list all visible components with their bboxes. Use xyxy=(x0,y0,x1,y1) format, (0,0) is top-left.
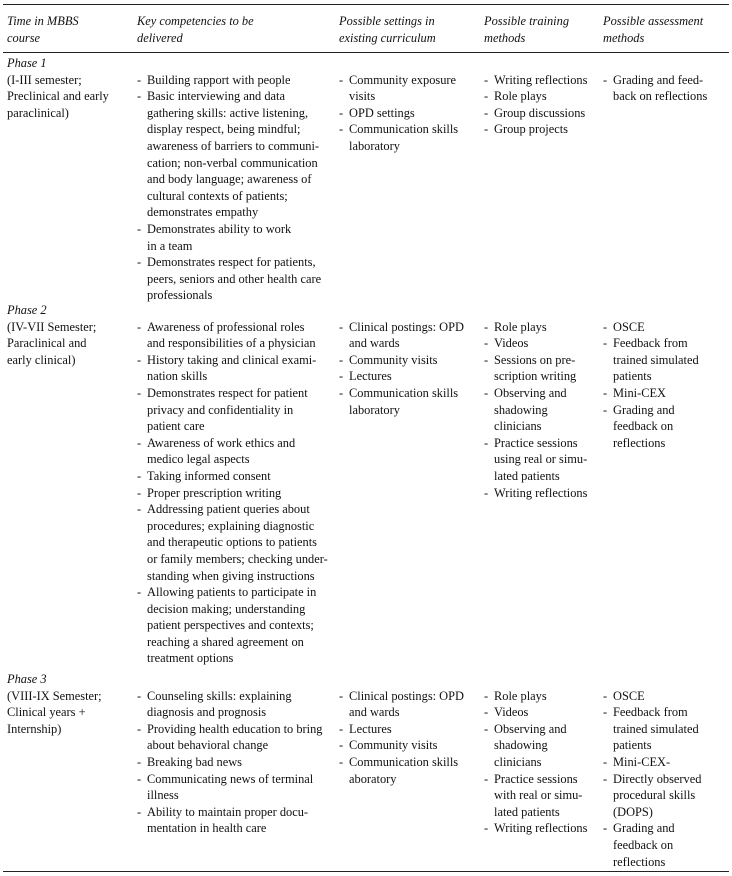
settings-list xyxy=(339,319,464,419)
assessment-methods-list xyxy=(603,319,699,452)
competencies-list xyxy=(137,688,323,837)
list-item-line: Grading and feed- xyxy=(613,72,704,87)
list-item xyxy=(603,335,699,385)
list-item xyxy=(603,402,699,452)
training-methods-list xyxy=(484,688,587,837)
column-header-line: Possible settings in xyxy=(339,14,435,28)
list-item-line: with real or simu- xyxy=(494,788,583,803)
assessment-methods-list xyxy=(603,688,701,871)
dash-bullet: - xyxy=(137,771,142,786)
dash-bullet: - xyxy=(603,821,608,836)
list-item-line: Demonstrates respect for patient xyxy=(147,385,308,400)
list-item-line: standing when giving instructions xyxy=(147,568,315,583)
dash-bullet: - xyxy=(137,585,142,600)
settings-list xyxy=(339,688,464,788)
dash-bullet: - xyxy=(484,771,489,786)
list-item xyxy=(137,352,328,385)
list-item xyxy=(137,485,328,502)
dash-bullet: - xyxy=(339,385,344,400)
list-item-line: cultural contexts of patients; xyxy=(147,188,288,203)
list-item xyxy=(603,754,701,771)
list-item-line: and body language; awareness of xyxy=(147,172,312,187)
phase-time-line: paraclinical) xyxy=(7,105,69,120)
list-item-line: Feedback from xyxy=(613,705,688,720)
dash-bullet: - xyxy=(484,122,489,137)
list-item-line: Community visits xyxy=(349,352,438,367)
list-item-line: Providing health education to bring xyxy=(147,721,323,736)
list-item-line: OSCE xyxy=(613,688,645,703)
dash-bullet: - xyxy=(137,435,142,450)
dash-bullet: - xyxy=(484,385,489,400)
list-item-line: (DOPS) xyxy=(613,804,653,819)
dash-bullet: - xyxy=(339,754,344,769)
list-item-line: Addressing patient queries about xyxy=(147,502,310,517)
list-item xyxy=(484,121,587,138)
list-item xyxy=(603,704,701,754)
list-item xyxy=(484,435,587,485)
phase-time-line: (IV-VII Semester; xyxy=(7,319,97,334)
list-item-line: clinicians xyxy=(494,419,542,434)
dash-bullet: - xyxy=(339,352,344,367)
list-item xyxy=(339,754,464,787)
list-item-line: patient perspectives and contexts; xyxy=(147,618,314,633)
list-item-line: Clinical postings: OPD xyxy=(349,688,464,703)
list-item-line: scription writing xyxy=(494,369,577,384)
list-item-line: reflections xyxy=(613,435,666,450)
dash-bullet: - xyxy=(137,754,142,769)
list-item-line: Observing and xyxy=(494,721,567,736)
list-item-line: Demonstrates respect for patients, xyxy=(147,255,316,270)
list-item xyxy=(484,319,587,336)
list-item-line: aboratory xyxy=(349,771,397,786)
dash-bullet: - xyxy=(137,255,142,270)
phase-time-line: Clinical years + xyxy=(7,705,86,720)
column-header-line: methods xyxy=(484,30,526,45)
phase-title: Phase 2 xyxy=(7,303,47,317)
dash-bullet: - xyxy=(484,435,489,450)
dash-bullet: - xyxy=(137,502,142,517)
list-item-line: in a team xyxy=(147,238,193,253)
dash-bullet: - xyxy=(484,72,489,87)
dash-bullet: - xyxy=(603,705,608,720)
phase-time-description xyxy=(7,688,102,738)
dash-bullet: - xyxy=(339,319,344,334)
phase-time-line: Paraclinical and xyxy=(7,336,87,351)
list-item-line: Breaking bad news xyxy=(147,754,242,769)
list-item-line: Counseling skills: explaining xyxy=(147,688,292,703)
list-item xyxy=(339,121,458,154)
list-item-line: shadowing xyxy=(494,402,548,417)
header-bottom-rule xyxy=(3,52,729,53)
list-item-line: Feedback from xyxy=(613,336,688,351)
list-item xyxy=(339,319,464,352)
column-header-line: course xyxy=(7,30,41,45)
list-item xyxy=(137,721,323,754)
list-item xyxy=(339,688,464,721)
list-item-line: Lectures xyxy=(349,721,392,736)
list-item-line: Role plays xyxy=(494,89,547,104)
list-item-line: lated patients xyxy=(494,804,560,819)
list-item-line: clinicians xyxy=(494,754,542,769)
list-item-line: using real or simu- xyxy=(494,452,588,467)
list-item-line: patient care xyxy=(147,419,205,434)
list-item-line: Community exposure xyxy=(349,72,457,87)
dash-bullet: - xyxy=(603,72,608,87)
list-item xyxy=(603,319,699,336)
list-item-line: Ability to maintain proper docu- xyxy=(147,804,309,819)
dash-bullet: - xyxy=(137,319,142,334)
list-item-line: trained simulated xyxy=(613,352,699,367)
phase-time-line: early clinical) xyxy=(7,352,76,367)
dash-bullet: - xyxy=(603,754,608,769)
list-item-line: Group discussions xyxy=(494,105,586,120)
list-item xyxy=(137,319,328,352)
list-item-line: Basic interviewing and data xyxy=(147,89,285,104)
list-item-line: Mini-CEX xyxy=(613,385,667,400)
dash-bullet: - xyxy=(137,721,142,736)
phase-time-line: (VIII-IX Semester; xyxy=(7,688,102,703)
dash-bullet: - xyxy=(339,122,344,137)
list-item xyxy=(603,820,701,870)
column-header-line: Possible assessment xyxy=(603,14,704,28)
column-header-line: Possible training xyxy=(484,14,570,28)
list-item xyxy=(137,771,323,804)
column-header xyxy=(339,13,436,46)
list-item-line: Videos xyxy=(494,336,529,351)
list-item-line: reflections xyxy=(613,854,666,869)
list-item xyxy=(484,385,587,435)
list-item-line: Grading and xyxy=(613,821,675,836)
list-item-line: Sessions on pre- xyxy=(494,352,576,367)
list-item-line: Directly observed xyxy=(613,771,702,786)
list-item xyxy=(484,88,587,105)
dash-bullet: - xyxy=(603,336,608,351)
list-item-line: Communication skills xyxy=(349,754,459,769)
list-item-line: Writing reflections xyxy=(494,821,588,836)
list-item-line: Communication skills xyxy=(349,122,459,137)
list-item-line: procedural skills xyxy=(613,788,696,803)
dash-bullet: - xyxy=(484,688,489,703)
list-item xyxy=(339,105,458,122)
list-item xyxy=(603,688,701,705)
list-item xyxy=(339,352,464,369)
list-item-line: Lectures xyxy=(349,369,392,384)
list-item xyxy=(137,468,328,485)
list-item-line: nation skills xyxy=(147,369,208,384)
list-item-line: Videos xyxy=(494,705,529,720)
column-header xyxy=(603,13,703,46)
list-item-line: diagnosis and prognosis xyxy=(147,705,267,720)
list-item xyxy=(137,584,328,667)
dash-bullet: - xyxy=(603,319,608,334)
list-item xyxy=(339,721,464,738)
list-item-line: gathering skills: active listening, xyxy=(147,105,309,120)
list-item-line: demonstrates empathy xyxy=(147,205,259,220)
list-item xyxy=(484,485,587,502)
list-item-line: Awareness of work ethics and xyxy=(147,435,296,450)
list-item xyxy=(484,352,587,385)
phase-time-line: Preclinical and early xyxy=(7,89,109,104)
dash-bullet: - xyxy=(484,705,489,720)
list-item-line: and wards xyxy=(349,705,400,720)
list-item-line: procedures; explaining diagnostic xyxy=(147,518,315,533)
list-item xyxy=(603,771,701,821)
list-item-line: Communicating news of terminal xyxy=(147,771,314,786)
list-item-line: treatment options xyxy=(147,651,234,666)
list-item-line: Group projects xyxy=(494,122,568,137)
dash-bullet: - xyxy=(339,105,344,120)
list-item xyxy=(137,754,323,771)
list-item xyxy=(137,435,328,468)
list-item xyxy=(484,721,587,771)
list-item-line: back on reflections xyxy=(613,89,708,104)
list-item-line: laboratory xyxy=(349,402,400,417)
list-item xyxy=(339,368,464,385)
dash-bullet: - xyxy=(484,721,489,736)
dash-bullet: - xyxy=(484,336,489,351)
column-header-line: Key competencies to be xyxy=(137,14,254,28)
list-item xyxy=(484,704,587,721)
list-item-line: illness xyxy=(147,788,179,803)
dash-bullet: - xyxy=(484,352,489,367)
list-item-line: OSCE xyxy=(613,319,645,334)
list-item-line: reaching a shared agreement on xyxy=(147,634,304,649)
phase-title: Phase 1 xyxy=(7,56,47,70)
list-item-line: peers, seniors and other health care xyxy=(147,271,322,286)
list-item-line: awareness of barriers to communi- xyxy=(147,138,320,153)
dash-bullet: - xyxy=(137,485,142,500)
phase-time-line: Internship) xyxy=(7,721,62,736)
dash-bullet: - xyxy=(484,485,489,500)
list-item xyxy=(137,501,328,584)
list-item-line: and responsibilities of a physician xyxy=(147,336,316,351)
dash-bullet: - xyxy=(603,771,608,786)
dash-bullet: - xyxy=(484,821,489,836)
list-item xyxy=(603,385,699,402)
list-item-line: patients xyxy=(613,369,652,384)
list-item-line: or family members; checking under- xyxy=(147,551,328,566)
list-item xyxy=(137,254,321,304)
list-item-line: and wards xyxy=(349,336,400,351)
dash-bullet: - xyxy=(339,72,344,87)
list-item-line: medico legal aspects xyxy=(147,452,250,467)
list-item-line: Allowing patients to participate in xyxy=(147,585,317,600)
dash-bullet: - xyxy=(137,804,142,819)
dash-bullet: - xyxy=(137,385,142,400)
list-item-line: Practice sessions xyxy=(494,435,578,450)
list-item xyxy=(137,88,321,221)
list-item-line: decision making; understanding xyxy=(147,601,306,616)
list-item xyxy=(339,385,464,418)
column-header-line: Time in MBBS xyxy=(7,14,79,28)
phase-time-description xyxy=(7,319,96,369)
list-item-line: Writing reflections xyxy=(494,72,588,87)
list-item xyxy=(484,820,587,837)
list-item-line: Community visits xyxy=(349,738,438,753)
list-item-line: Communication skills xyxy=(349,385,459,400)
list-item-line: Taking informed consent xyxy=(147,468,271,483)
list-item-line: patients xyxy=(613,738,652,753)
list-item-line: Role plays xyxy=(494,688,547,703)
column-header-line: methods xyxy=(603,30,645,45)
settings-list xyxy=(339,72,458,155)
list-item-line: Demonstrates ability to work xyxy=(147,221,292,236)
list-item-line: display respect, being mindful; xyxy=(147,122,301,137)
list-item xyxy=(484,72,587,89)
column-header xyxy=(137,13,254,46)
phase-title: Phase 3 xyxy=(7,672,47,686)
list-item xyxy=(484,688,587,705)
list-item xyxy=(137,804,323,837)
dash-bullet: - xyxy=(137,352,142,367)
list-item-line: Awareness of professional roles xyxy=(147,319,305,334)
dash-bullet: - xyxy=(339,721,344,736)
list-item xyxy=(137,221,321,254)
list-item xyxy=(137,688,323,721)
list-item-line: feedback on xyxy=(613,837,674,852)
competencies-list xyxy=(137,319,328,667)
dash-bullet: - xyxy=(137,468,142,483)
list-item-line: laboratory xyxy=(349,138,400,153)
dash-bullet: - xyxy=(603,385,608,400)
list-item-line: mentation in health care xyxy=(147,821,267,836)
list-item-line: feedback on xyxy=(613,419,674,434)
dash-bullet: - xyxy=(137,72,142,87)
list-item-line: Writing reflections xyxy=(494,485,588,500)
dash-bullet: - xyxy=(339,688,344,703)
list-item xyxy=(339,737,464,754)
dash-bullet: - xyxy=(484,105,489,120)
list-item xyxy=(484,105,587,122)
list-item xyxy=(137,385,328,435)
list-item-line: cation; non-verbal communication xyxy=(147,155,318,170)
column-header-line: existing curriculum xyxy=(339,30,436,45)
list-item-line: Grading and xyxy=(613,402,675,417)
competencies-list xyxy=(137,72,321,304)
dash-bullet: - xyxy=(603,402,608,417)
training-methods-list xyxy=(484,72,587,138)
list-item-line: about behavioral change xyxy=(147,738,269,753)
list-item-line: Practice sessions xyxy=(494,771,578,786)
list-item-line: trained simulated xyxy=(613,721,699,736)
list-item-line: Observing and xyxy=(494,385,567,400)
dash-bullet: - xyxy=(339,369,344,384)
list-item xyxy=(339,72,458,105)
list-item xyxy=(137,72,321,89)
dash-bullet: - xyxy=(484,319,489,334)
list-item xyxy=(603,72,707,105)
list-item-line: shadowing xyxy=(494,738,548,753)
dash-bullet: - xyxy=(137,688,142,703)
dash-bullet: - xyxy=(603,688,608,703)
dash-bullet: - xyxy=(339,738,344,753)
training-methods-list xyxy=(484,319,587,502)
list-item-line: privacy and confidentiality in xyxy=(147,402,294,417)
list-item-line: lated patients xyxy=(494,468,560,483)
table-bottom-rule xyxy=(3,871,729,872)
dash-bullet: - xyxy=(484,89,489,104)
column-header xyxy=(484,13,569,46)
phase-time-description xyxy=(7,72,109,122)
list-item xyxy=(484,771,587,821)
list-item-line: Clinical postings: OPD xyxy=(349,319,464,334)
column-header-line: delivered xyxy=(137,30,183,45)
list-item-line: visits xyxy=(349,89,376,104)
list-item xyxy=(484,335,587,352)
table-top-rule xyxy=(3,4,729,5)
list-item-line: History taking and clinical exami- xyxy=(147,352,317,367)
column-header xyxy=(7,13,79,46)
list-item-line: Proper prescription writing xyxy=(147,485,282,500)
list-item-line: Mini-CEX- xyxy=(613,754,671,769)
list-item-line: Role plays xyxy=(494,319,547,334)
list-item-line: and therapeutic options to patients xyxy=(147,535,317,550)
list-item-line: OPD settings xyxy=(349,105,415,120)
dash-bullet: - xyxy=(137,89,142,104)
phase-time-line: (I-III semester; xyxy=(7,72,82,87)
assessment-methods-list xyxy=(603,72,707,105)
list-item-line: Building rapport with people xyxy=(147,72,291,87)
dash-bullet: - xyxy=(137,221,142,236)
list-item-line: professionals xyxy=(147,288,213,303)
